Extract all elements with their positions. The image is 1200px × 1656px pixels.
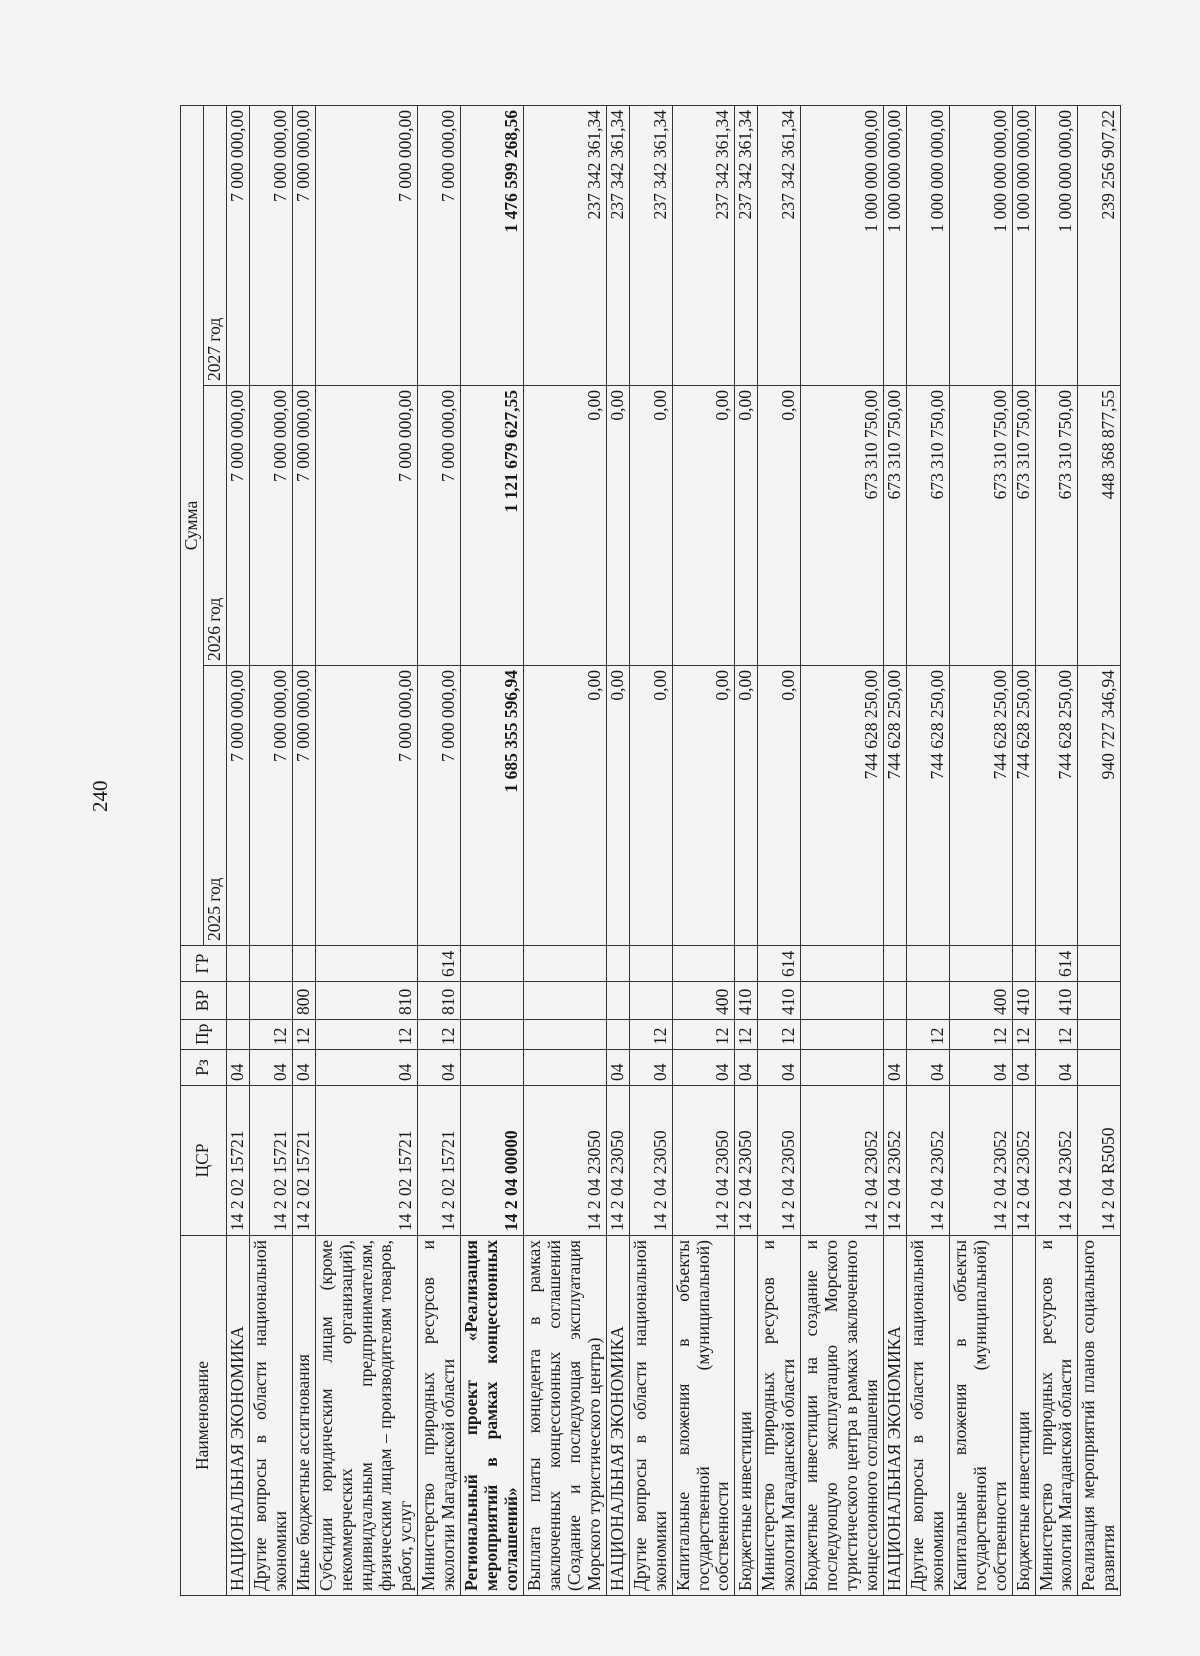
cell-y2027: 7 000 000,00 [315, 105, 418, 385]
table-row [801, 105, 884, 1595]
cell-y2026: 1 121 679 627,55 [461, 386, 524, 666]
budget-table [180, 105, 1121, 1596]
cell-y2025: 0,00 [735, 666, 758, 946]
cell-y2026: 7 000 000,00 [226, 386, 249, 666]
cell-y2026: 0,00 [524, 386, 607, 666]
cell-name: Другие вопросы в области национальной экономики [249, 1236, 292, 1596]
cell-y2027: 1 000 000 000,00 [949, 105, 1012, 385]
cell-rz [461, 1050, 524, 1086]
table-row [226, 105, 249, 1595]
cell-y2027: 237 342 361,34 [758, 105, 801, 385]
header-2025: 2025 год [203, 666, 226, 946]
cell-rz: 04 [672, 1050, 735, 1086]
cell-y2025: 0,00 [629, 666, 672, 946]
cell-csr: 14 2 04 23052 [906, 1086, 949, 1236]
cell-pr: 12 [315, 1020, 418, 1050]
cell-csr: 14 2 04 23050 [735, 1086, 758, 1236]
cell-y2027: 1 000 000 000,00 [1035, 105, 1078, 385]
cell-name: НАЦИОНАЛЬНАЯ ЭКОНОМИКА [606, 1236, 629, 1596]
cell-rz [524, 1050, 607, 1086]
cell-y2026: 0,00 [606, 386, 629, 666]
cell-gr [1012, 946, 1035, 982]
cell-name: Выплата платы концедента в рамках заключенных концессионных соглашений (Создание и последующая эксплуатация Морского туристического центра) [524, 1236, 607, 1596]
cell-csr: 14 2 04 23050 [606, 1086, 629, 1236]
cell-gr: 614 [1035, 946, 1078, 982]
table-row [672, 105, 735, 1595]
cell-vr: 810 [418, 982, 461, 1020]
cell-vr: 400 [672, 982, 735, 1020]
cell-name: Бюджетные инвестиции [735, 1236, 758, 1596]
cell-pr [461, 1020, 524, 1050]
cell-pr [606, 1020, 629, 1050]
cell-csr: 14 2 04 23052 [949, 1086, 1012, 1236]
cell-gr [606, 946, 629, 982]
cell-gr [1078, 946, 1121, 982]
cell-rz [1078, 1050, 1121, 1086]
cell-gr [906, 946, 949, 982]
cell-gr [524, 946, 607, 982]
cell-pr: 12 [949, 1020, 1012, 1050]
cell-rz: 04 [418, 1050, 461, 1086]
table-row [315, 105, 418, 1595]
header-sum: Сумма [181, 105, 204, 945]
cell-csr: 14 2 02 15721 [418, 1086, 461, 1236]
cell-vr [524, 982, 607, 1020]
cell-y2026: 0,00 [672, 386, 735, 666]
header-gr: ГР [181, 946, 227, 982]
table-row [418, 105, 461, 1595]
table-row [758, 105, 801, 1595]
table-row [292, 105, 315, 1595]
cell-vr: 400 [949, 982, 1012, 1020]
cell-name: Субсидии юридическим лицам (кроме некоммерческих организаций), индивидуальным предпринимателям, физическим лицам – производителям товаров, работ, услуг [315, 1236, 418, 1596]
cell-csr: 14 2 04 23052 [801, 1086, 884, 1236]
cell-pr [1078, 1020, 1121, 1050]
cell-y2025: 744 628 250,00 [949, 666, 1012, 946]
cell-gr [461, 946, 524, 982]
cell-y2027: 1 000 000 000,00 [1012, 105, 1035, 385]
cell-vr [461, 982, 524, 1020]
cell-rz: 04 [906, 1050, 949, 1086]
cell-y2025: 7 000 000,00 [226, 666, 249, 946]
cell-pr: 12 [292, 1020, 315, 1050]
cell-name: Региональный проект «Реализация мероприятий в рамках концессионных соглашений» [461, 1236, 524, 1596]
cell-rz: 04 [883, 1050, 906, 1086]
cell-y2025: 744 628 250,00 [1035, 666, 1078, 946]
table-row [1012, 105, 1035, 1595]
page-number: 240 [88, 780, 112, 812]
cell-csr: 14 2 04 00000 [461, 1086, 524, 1236]
cell-name: Министерство природных ресурсов и экологии Магаданской области [1035, 1236, 1078, 1596]
cell-csr: 14 2 02 15721 [292, 1086, 315, 1236]
cell-gr: 614 [418, 946, 461, 982]
table-row [249, 105, 292, 1595]
cell-y2027: 237 342 361,34 [524, 105, 607, 385]
cell-pr: 12 [735, 1020, 758, 1050]
cell-vr [906, 982, 949, 1020]
cell-y2027: 1 000 000 000,00 [883, 105, 906, 385]
cell-y2025: 1 685 355 596,94 [461, 666, 524, 946]
header-rz: Рз [181, 1050, 227, 1086]
cell-y2026: 673 310 750,00 [1035, 386, 1078, 666]
cell-pr: 12 [672, 1020, 735, 1050]
cell-pr: 12 [906, 1020, 949, 1050]
cell-csr: 14 2 04 R5050 [1078, 1086, 1121, 1236]
cell-vr: 810 [315, 982, 418, 1020]
cell-csr: 14 2 04 23052 [883, 1086, 906, 1236]
cell-y2025: 0,00 [606, 666, 629, 946]
cell-y2026: 0,00 [629, 386, 672, 666]
cell-vr: 410 [735, 982, 758, 1020]
table-row [883, 105, 906, 1595]
cell-gr [292, 946, 315, 982]
cell-csr: 14 2 04 23052 [1012, 1086, 1035, 1236]
cell-y2027: 237 342 361,34 [735, 105, 758, 385]
cell-name: Бюджетные инвестиции на создание и последующую эксплуатацию Морского туристического центра в рамках заключенного концессионного соглашения [801, 1236, 884, 1596]
cell-gr [226, 946, 249, 982]
cell-y2027: 7 000 000,00 [292, 105, 315, 385]
cell-y2025: 7 000 000,00 [292, 666, 315, 946]
cell-y2027: 1 000 000 000,00 [906, 105, 949, 385]
cell-vr [629, 982, 672, 1020]
cell-y2025: 744 628 250,00 [1012, 666, 1035, 946]
cell-csr: 14 2 02 15721 [315, 1086, 418, 1236]
cell-y2027: 1 000 000 000,00 [801, 105, 884, 385]
cell-vr: 800 [292, 982, 315, 1020]
table-body [226, 105, 1120, 1595]
cell-name: Министерство природных ресурсов и экологии Магаданской области [418, 1236, 461, 1596]
cell-y2026: 673 310 750,00 [1012, 386, 1035, 666]
cell-y2027: 7 000 000,00 [418, 105, 461, 385]
cell-rz: 04 [1035, 1050, 1078, 1086]
cell-vr: 410 [1012, 982, 1035, 1020]
cell-rz: 04 [606, 1050, 629, 1086]
cell-pr: 12 [1035, 1020, 1078, 1050]
cell-y2026: 0,00 [758, 386, 801, 666]
cell-pr: 12 [418, 1020, 461, 1050]
cell-vr [1078, 982, 1121, 1020]
cell-rz: 04 [226, 1050, 249, 1086]
cell-pr: 12 [249, 1020, 292, 1050]
cell-vr: 410 [1035, 982, 1078, 1020]
cell-y2026: 7 000 000,00 [315, 386, 418, 666]
cell-y2025: 7 000 000,00 [315, 666, 418, 946]
cell-y2027: 7 000 000,00 [249, 105, 292, 385]
cell-y2026: 7 000 000,00 [418, 386, 461, 666]
cell-rz: 04 [1012, 1050, 1035, 1086]
header-vr: ВР [181, 982, 227, 1020]
table-row [629, 105, 672, 1595]
table-row [949, 105, 1012, 1595]
cell-y2025: 744 628 250,00 [801, 666, 884, 946]
cell-pr: 12 [758, 1020, 801, 1050]
cell-gr [315, 946, 418, 982]
cell-csr: 14 2 04 23050 [524, 1086, 607, 1236]
cell-y2025: 7 000 000,00 [418, 666, 461, 946]
cell-y2026: 0,00 [735, 386, 758, 666]
cell-name: НАЦИОНАЛЬНАЯ ЭКОНОМИКА [226, 1236, 249, 1596]
cell-csr: 14 2 04 23050 [758, 1086, 801, 1236]
cell-csr: 14 2 04 23050 [672, 1086, 735, 1236]
cell-pr [801, 1020, 884, 1050]
cell-y2026: 7 000 000,00 [249, 386, 292, 666]
cell-rz: 04 [758, 1050, 801, 1086]
table-row [1078, 105, 1121, 1595]
cell-rz: 04 [949, 1050, 1012, 1086]
cell-name: Бюджетные инвестиции [1012, 1236, 1035, 1596]
cell-name: Капитальные вложения в объекты государственной (муниципальной) собственности [949, 1236, 1012, 1596]
cell-gr [801, 946, 884, 982]
cell-pr [524, 1020, 607, 1050]
cell-csr: 14 2 02 15721 [249, 1086, 292, 1236]
table-row [1035, 105, 1078, 1595]
cell-y2026: 448 368 877,55 [1078, 386, 1121, 666]
table-row [606, 105, 629, 1595]
cell-y2027: 239 256 907,22 [1078, 105, 1121, 385]
cell-y2025: 744 628 250,00 [906, 666, 949, 946]
cell-name: Иные бюджетные ассигнования [292, 1236, 315, 1596]
cell-gr [672, 946, 735, 982]
cell-y2025: 744 628 250,00 [883, 666, 906, 946]
cell-y2027: 237 342 361,34 [606, 105, 629, 385]
cell-name: Реализация мероприятий планов социального развития [1078, 1236, 1121, 1596]
cell-y2027: 7 000 000,00 [226, 105, 249, 385]
cell-name: Министерство природных ресурсов и экологии Магаданской области [758, 1236, 801, 1596]
cell-gr [883, 946, 906, 982]
cell-name: НАЦИОНАЛЬНАЯ ЭКОНОМИКА [883, 1236, 906, 1596]
cell-y2025: 7 000 000,00 [249, 666, 292, 946]
cell-rz: 04 [735, 1050, 758, 1086]
cell-pr [226, 1020, 249, 1050]
header-2026: 2026 год [203, 386, 226, 666]
cell-gr [249, 946, 292, 982]
cell-gr [949, 946, 1012, 982]
cell-gr [629, 946, 672, 982]
cell-y2026: 673 310 750,00 [949, 386, 1012, 666]
table-row [524, 105, 607, 1595]
cell-y2025: 0,00 [758, 666, 801, 946]
cell-rz: 04 [629, 1050, 672, 1086]
cell-y2025: 940 727 346,94 [1078, 666, 1121, 946]
cell-y2025: 0,00 [672, 666, 735, 946]
cell-name: Другие вопросы в области национальной экономики [629, 1236, 672, 1596]
table-row [735, 105, 758, 1595]
cell-y2026: 673 310 750,00 [801, 386, 884, 666]
cell-pr: 12 [629, 1020, 672, 1050]
cell-rz: 04 [292, 1050, 315, 1086]
cell-vr [801, 982, 884, 1020]
header-csr: ЦСР [181, 1086, 227, 1236]
header-pr: Пр [181, 1020, 227, 1050]
cell-y2027: 237 342 361,34 [672, 105, 735, 385]
cell-y2025: 0,00 [524, 666, 607, 946]
cell-rz: 04 [249, 1050, 292, 1086]
cell-rz [801, 1050, 884, 1086]
cell-gr: 614 [758, 946, 801, 982]
cell-y2027: 1 476 599 268,56 [461, 105, 524, 385]
cell-csr: 14 2 02 15721 [226, 1086, 249, 1236]
cell-vr: 410 [758, 982, 801, 1020]
cell-name: Капитальные вложения в объекты государственной (муниципальной) собственности [672, 1236, 735, 1596]
header-name: Наименование [181, 1236, 227, 1596]
cell-y2026: 673 310 750,00 [883, 386, 906, 666]
table-row [461, 105, 524, 1595]
cell-name: Другие вопросы в области национальной экономики [906, 1236, 949, 1596]
cell-vr [883, 982, 906, 1020]
header-2027: 2027 год [203, 105, 226, 385]
cell-csr: 14 2 04 23050 [629, 1086, 672, 1236]
cell-y2027: 237 342 361,34 [629, 105, 672, 385]
cell-gr [735, 946, 758, 982]
cell-pr: 12 [1012, 1020, 1035, 1050]
table-row [906, 105, 949, 1595]
rotated-table-container [180, 106, 1119, 1596]
cell-vr [249, 982, 292, 1020]
cell-y2026: 7 000 000,00 [292, 386, 315, 666]
cell-vr [226, 982, 249, 1020]
cell-csr: 14 2 04 23052 [1035, 1086, 1078, 1236]
cell-rz: 04 [315, 1050, 418, 1086]
cell-pr [883, 1020, 906, 1050]
cell-vr [606, 982, 629, 1020]
cell-y2026: 673 310 750,00 [906, 386, 949, 666]
